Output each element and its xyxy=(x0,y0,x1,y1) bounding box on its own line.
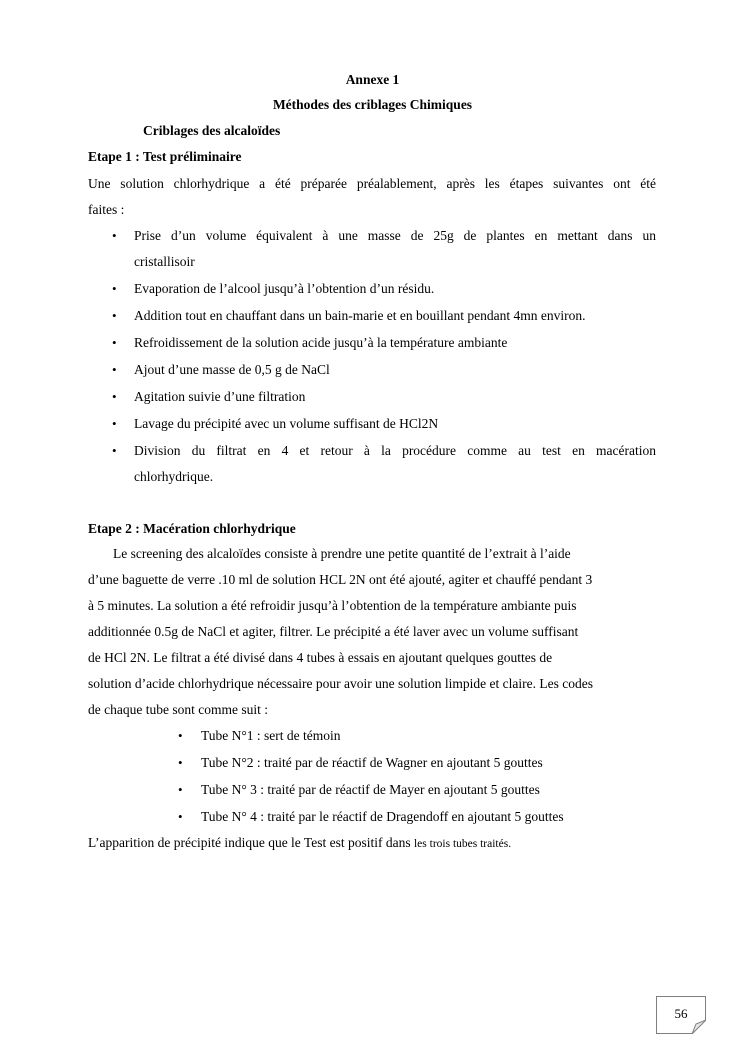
list-item-text: Addition tout en chauffant dans un bain-marie et en bouillant pendant 4mn environ. xyxy=(134,308,586,323)
etape1-intro-line2: faites : xyxy=(88,202,125,217)
bullet-icon: • xyxy=(178,755,183,770)
bullet-icon: • xyxy=(178,728,183,743)
list-item xyxy=(112,443,656,463)
bullet-icon: • xyxy=(112,308,117,323)
bullet-icon: • xyxy=(112,416,117,431)
page-title-text: Méthodes des criblages Chimiques xyxy=(272,97,473,112)
list-item-text: Tube N° 3 : traité par de réactif de Mayer en ajoutant 5 gouttes xyxy=(201,782,540,797)
page-title xyxy=(0,97,745,113)
list-item-text: Tube N°1 : sert de témoin xyxy=(201,728,341,743)
etape1-intro-line1: Une solution chlorhydrique a été préparée préalablement, après les étapes suivantes ont été xyxy=(88,176,656,191)
paragraph-line: additionnée 0.5g de NaCl et agiter, filtrer. Le précipité a été laver avec un volume suffisant xyxy=(88,624,579,639)
list-item-text: Lavage du précipité avec un volume suffisant de HCl2N xyxy=(134,416,439,431)
bullet-icon: • xyxy=(112,228,117,243)
etape2-heading: Etape 2 : Macération chlorhydrique xyxy=(88,521,296,536)
list-item-text: Tube N°2 : traité par de réactif de Wagner en ajoutant 5 gouttes xyxy=(201,755,543,770)
page-number-box xyxy=(656,996,706,1034)
list-item-text: chlorhydrique. xyxy=(134,469,214,484)
annex-label: Annexe 1 xyxy=(345,72,400,87)
section-subtitle: Criblages des alcaloïdes xyxy=(143,123,281,138)
bullet-icon: • xyxy=(178,782,183,797)
list-item-text: Division du filtrat en 4 et retour à la procédure comme au test en macération xyxy=(134,443,656,458)
list-item-text: Ajout d’une masse de 0,5 g de NaCl xyxy=(134,362,330,377)
list-item-text: Prise d’un volume équivalent à une masse de 25g de plantes en mettant dans un xyxy=(134,228,656,243)
conclusion-small: les trois tubes traités. xyxy=(413,838,512,850)
paragraph-line: de HCl 2N. Le filtrat a été divisé dans 4 tubes à essais en ajoutant quelques gouttes de xyxy=(88,650,553,665)
conclusion-main: L’apparition de précipité indique que le Test est positif dans xyxy=(88,835,414,850)
list-item-text: Refroidissement de la solution acide jusqu’à la température ambiante xyxy=(134,335,508,350)
list-item-text: Evaporation de l’alcool jusqu’à l’obtention d’un résidu. xyxy=(134,281,435,296)
list-item-text: Agitation suivie d’une filtration xyxy=(134,389,306,404)
paragraph-line: d’une baguette de verre .10 ml de solution HCL 2N ont été ajouté, agiter et chauffé pendant 3 xyxy=(88,572,593,587)
paragraph-line: solution d’acide chlorhydrique nécessaire pour avoir une solution limpide et claire. Les codes xyxy=(88,676,593,691)
bullet-icon: • xyxy=(112,443,117,458)
list-item-text: Tube N° 4 : traité par le réactif de Dragendoff en ajoutant 5 gouttes xyxy=(201,809,564,824)
bullet-icon: • xyxy=(112,362,117,377)
page-number: 56 xyxy=(674,1006,688,1021)
paragraph-line: Le screening des alcaloïdes consiste à prendre une petite quantité de l’extrait à l’aide xyxy=(113,546,571,561)
bullet-icon: • xyxy=(112,389,117,404)
etape1-heading: Etape 1 : Test préliminaire xyxy=(88,149,242,164)
bullet-icon: • xyxy=(112,281,117,296)
list-item-text: cristallisoir xyxy=(134,254,195,269)
conclusion xyxy=(88,835,656,851)
bullet-icon: • xyxy=(178,809,183,824)
paragraph-line: de chaque tube sont comme suit : xyxy=(88,702,268,717)
list-item xyxy=(112,228,656,248)
paragraph-line: à 5 minutes. La solution a été refroidir jusqu’à l’obtention de la température ambiante puis xyxy=(88,598,577,613)
bullet-icon: • xyxy=(112,335,117,350)
page-curl-icon xyxy=(692,1020,706,1034)
